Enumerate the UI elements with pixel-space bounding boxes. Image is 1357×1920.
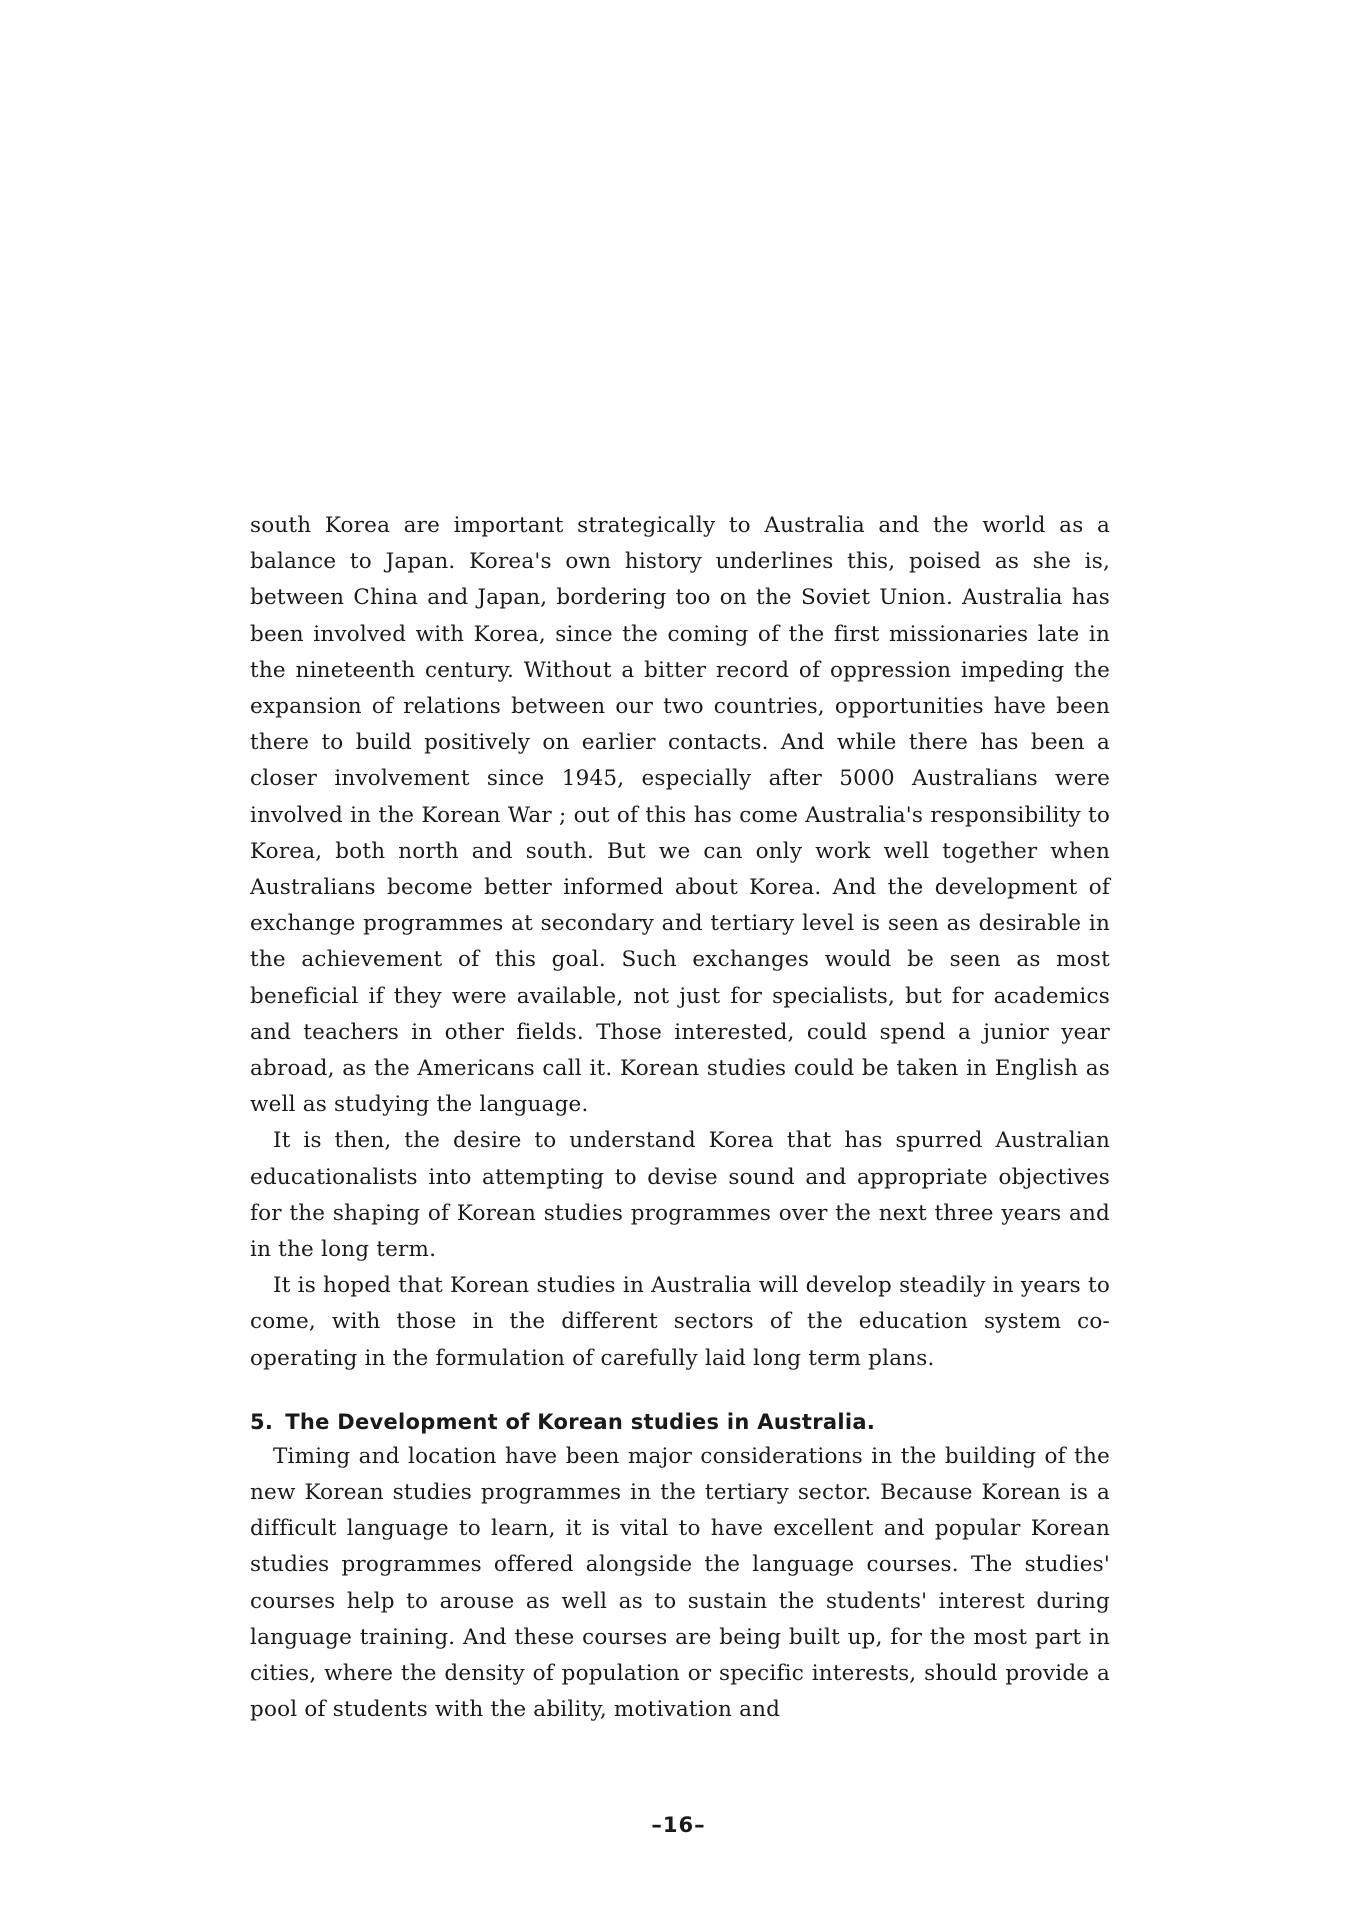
paragraph-3: It is hoped that Korean studies in Australia will develop steadily in years to come, with those in the different sectors of the education system co-operating in the formulation of carefully laid long term plans. [250,1273,1110,1371]
paragraph-4: Timing and location have been major considerations in the building of the new Korean studies programmes in the tertiary sector. Because Korean is a difficult language to learn, it is vital to have excellent and popular Korean studies programmes offered alongside the language courses. The studies' courses help to arouse as well as to sustain the students' interest during language training. And these courses are being built up, for the most part in cities, where the density of population or specific interests, should provide a pool of students with the ability, motivation and [250,1443,1110,1723]
page-number: –16– [651,1813,706,1837]
paragraph-2: It is then, the desire to understand Korea that has spurred Australian educationalists into attempting to devise sound and appropriate objectives for the shaping of Korean studies programmes over the next three years and in the long term. [250,1128,1110,1263]
paragraph-1: south Korea are important strategically to Australia and the world as a balance to Japan. Korea's own history underlines this, poised as she is, between China and Japan, bordering too on the Soviet Union. Australia has been involved with Korea, since the coming of the first missionaries late in the nineteenth century. Without a bitter record of oppression impeding the expansion of relations between our two countries, opportunities have been there to build positively on earlier contacts. And while there has been a closer involvement since 1945, especially after 5000 Australians were involved in the Korean War ; out of this has come Australia's responsibility to Korea, both north and south. But we can only work well together when Australians become better informed about Korea. And the development of exchange programmes at secondary and tertiary level is seen as desirable in the achievement of this goal. Such exchanges would be seen as most beneficial if they were available, not just for specialists, but for academics and teachers in other fields. Those interested, could spend a junior year abroad, as the Americans call it. Korean studies could be taken in English as well as studying the language. [250,513,1110,1118]
section-number: 5. [250,1409,274,1434]
section-heading [250,1406,1110,1439]
section-title: The Development of Korean studies in Australia. [285,1409,876,1434]
body-text [250,508,1110,1729]
